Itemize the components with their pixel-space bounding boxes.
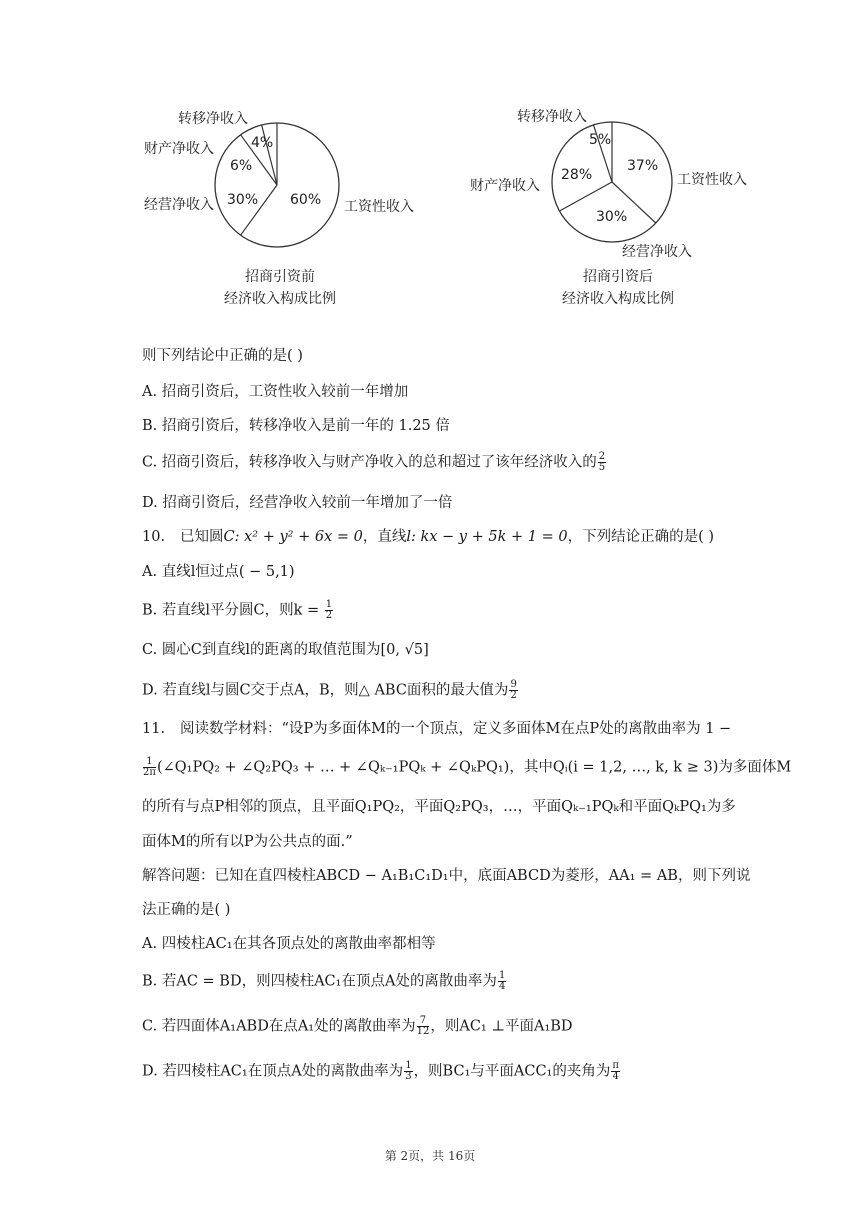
q11-line3: 的所有与点P相邻的顶点，且平面Q₁PQ₂，平面Q₂PQ₃，…，平面Qₖ₋₁PQₖ和平面QₖPQ₁为多 <box>142 799 736 815</box>
q11-option-d-angle-fraction <box>611 1061 620 1082</box>
pie-after-caption-line2: 经济收入构成比例 <box>562 291 674 307</box>
q11-option-b <box>142 971 507 992</box>
q10-line-name: l <box>406 529 411 545</box>
q10-stem-c: ，下列结论正确的是( ) <box>567 529 715 545</box>
pie-after-business-pct: 30% <box>596 209 628 225</box>
pie-before-business-pct: 30% <box>227 192 259 208</box>
fraction-numerator: 9 <box>510 679 517 690</box>
pie-after-transfer-label: 转移净收入 <box>517 109 587 125</box>
fraction-numerator: 7 <box>417 1016 430 1027</box>
pie-after-property-pct: 28% <box>561 167 593 183</box>
fraction-denominator: 3 <box>405 1071 412 1082</box>
fraction-denominator: 12 <box>416 1026 430 1037</box>
q11-line2-fraction <box>143 757 156 778</box>
pie-after-business-label: 经营净收入 <box>622 244 692 260</box>
fraction-denominator: 2π <box>143 767 156 778</box>
q11-line5: 解答问题：已知在直四棱柱ABCD − A₁B₁C₁D₁中，底面ABCD为菱形，AA₁ = AB，则下列说 <box>142 868 751 884</box>
q11-line1-text: 阅读数学材料：“设P为多面体M的一个顶点，定义多面体M在点P处的离散曲率为 1 − <box>180 721 732 737</box>
fraction-denominator: 5 <box>598 462 606 473</box>
q11-option-c-text-b: ，则AC₁ ⊥平面A₁BD <box>430 1018 573 1035</box>
q11-line2-text: (∠Q₁PQ₂ + ∠Q₂PQ₃ + … + ∠Qₖ₋₁PQₖ + ∠QₖPQ₁)，其中Qᵢ(i = 1,2, …, k, k ≥ 3)为多面体M <box>156 759 792 776</box>
q11-option-b-fraction <box>498 971 506 992</box>
pie-before-transfer-pct: 4% <box>251 135 274 151</box>
pie-before-transfer-label: 转移净收入 <box>178 111 248 127</box>
q9-option-a: A. 招商引资后，工资性收入较前一年增加 <box>142 384 409 400</box>
pie-after-property-label: 财产净收入 <box>470 178 540 194</box>
q10-option-b-fraction <box>325 600 333 621</box>
fraction-numerator: 2 <box>598 451 606 462</box>
q11-number: 11. <box>142 721 166 737</box>
pie-before-svg <box>130 90 440 250</box>
pie-after-transfer-pct: 5% <box>589 132 612 148</box>
pie-chart-after <box>470 90 780 320</box>
pie-after-divider <box>560 182 613 211</box>
q10-option-d <box>142 680 519 701</box>
q11-option-d-text-a: D. 若四棱柱AC₁在顶点A处的离散曲率为 <box>142 1063 404 1080</box>
fraction-numerator: 1 <box>498 970 506 981</box>
q10-number: 10. <box>142 529 166 545</box>
q11-line6: 法正确的是( ) <box>142 902 231 918</box>
fraction-numerator: 1 <box>405 1060 412 1071</box>
pie-after-wage-label: 工资性收入 <box>677 172 747 188</box>
fraction-numerator: 1 <box>143 757 156 768</box>
q10-line-equation: : kx − y + 5k + 1 = 0 <box>410 529 568 545</box>
fraction-denominator: 2 <box>510 690 517 701</box>
pie-chart-before <box>130 90 440 320</box>
pie-after-caption <box>528 266 708 310</box>
pie-before-caption-line1: 招商引资前 <box>245 269 315 285</box>
pie-before-caption <box>190 266 370 310</box>
q11-option-d-fraction <box>404 1061 412 1082</box>
q11-option-d-text-b: ，则BC₁与平面ACC₁的夹角为 <box>413 1063 611 1080</box>
pie-before-wage-label: 工资性收入 <box>344 199 414 215</box>
page-footer: 第 2页，共 16页 <box>384 1149 476 1163</box>
q11-line4: 面体M的所有以P为公共点的面.” <box>142 834 353 850</box>
fraction-numerator: π <box>612 1060 619 1071</box>
q10-option-a: A. 直线l恒过点( − 5,1) <box>142 564 295 580</box>
pie-before-wage-pct: 60% <box>290 192 322 208</box>
pie-after-caption-line1: 招商引资后 <box>583 269 653 285</box>
pie-before-divider <box>262 125 277 185</box>
q11-option-a: A. 四棱柱AC₁在其各顶点处的离散曲率都相等 <box>142 936 436 952</box>
q10-option-b-text: B. 若直线l平分圆C，则k = <box>142 602 324 619</box>
pie-charts-figure <box>0 90 860 320</box>
q10-option-c: C. 圆心C到直线l的距离的取值范围为[0, √5] <box>142 642 429 658</box>
q11-option-d <box>142 1061 621 1082</box>
pie-before-business-label: 经营净收入 <box>144 197 214 213</box>
q11-option-c-fraction <box>417 1016 430 1037</box>
q9-option-b: B. 招商引资后，转移净收入是前一年的 1.25 倍 <box>142 418 450 434</box>
q10-option-d-fraction <box>509 680 517 701</box>
pie-before-property-pct: 6% <box>230 158 253 174</box>
q10-option-d-text: D. 若直线l与圆C交于点A，B，则△ ABC面积的最大值为 <box>142 682 509 699</box>
pie-before-caption-line2: 经济收入构成比例 <box>224 291 336 307</box>
q11-line1 <box>142 719 731 739</box>
q11-option-b-text: B. 若AC = BD，则四棱柱AC₁在顶点A处的离散曲率为 <box>142 973 497 990</box>
q10-circle-name: C <box>223 529 235 545</box>
q9-option-c-fraction <box>598 452 606 473</box>
q9-option-d: D. 招商引资后，经营净收入较前一年增加了一倍 <box>142 495 453 511</box>
q10-circle-equation: : x² + y² + 6x = 0 <box>234 529 363 545</box>
q9-stem: 则下列结论中正确的是( ) <box>142 348 303 364</box>
q10-option-b <box>142 600 334 621</box>
fraction-denominator: 4 <box>498 981 506 992</box>
q9-option-c-text: C. 招商引资后，转移净收入与财产净收入的总和超过了该年经济收入的 <box>142 454 597 471</box>
fraction-denominator: 4 <box>612 1071 619 1082</box>
fraction-denominator: 2 <box>325 610 333 621</box>
q9-option-c <box>142 452 607 473</box>
q10-stem <box>142 527 714 547</box>
pie-after-svg <box>470 90 780 260</box>
pie-before-property-label: 财产净收入 <box>144 141 214 157</box>
q10-stem-a: 已知圆 <box>180 529 224 545</box>
pie-after-wage-pct: 37% <box>627 158 659 174</box>
q11-option-c <box>142 1016 573 1037</box>
fraction-numerator: 1 <box>325 599 333 610</box>
q11-option-c-text-a: C. 若四面体A₁ABD在点A₁处的离散曲率为 <box>142 1018 416 1035</box>
q10-stem-b: ，直线 <box>362 529 407 545</box>
q11-line2 <box>142 757 791 778</box>
